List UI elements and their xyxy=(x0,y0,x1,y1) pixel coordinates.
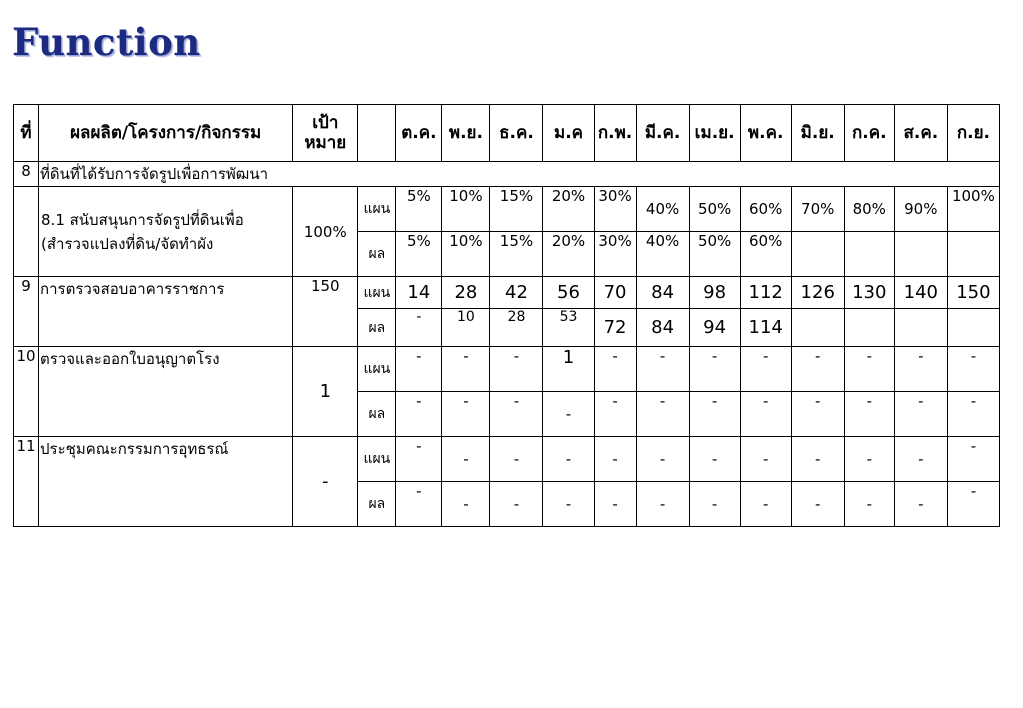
result-cell xyxy=(844,232,894,277)
header-blank xyxy=(358,105,396,162)
plan-cell: - xyxy=(689,437,740,482)
result-cell: 30% xyxy=(594,232,636,277)
item-name: ประชุมคณะกรรมการอุทธรณ์ xyxy=(39,437,293,527)
row-number: 11 xyxy=(14,437,39,527)
result-cell: 72 xyxy=(594,309,636,347)
plan-cell: - xyxy=(636,347,689,392)
plan-cell: 150 xyxy=(947,277,999,309)
result-cell: 50% xyxy=(689,232,740,277)
plan-cell: 84 xyxy=(636,277,689,309)
result-cell: - xyxy=(442,482,490,527)
row-number: 8 xyxy=(14,162,39,187)
header-month: พ.ค. xyxy=(740,105,791,162)
result-cell: - xyxy=(636,392,689,437)
plan-cell: - xyxy=(894,437,947,482)
plan-cell: - xyxy=(543,437,594,482)
plan-cell: 80% xyxy=(844,187,894,232)
result-cell: 84 xyxy=(636,309,689,347)
result-cell: - xyxy=(844,392,894,437)
plan-cell: 130 xyxy=(844,277,894,309)
result-cell xyxy=(947,309,999,347)
plan-cell: - xyxy=(791,437,844,482)
plan-cell: 100% xyxy=(947,187,999,232)
result-cell xyxy=(894,309,947,347)
plan-cell: - xyxy=(844,347,894,392)
result-cell: 60% xyxy=(740,232,791,277)
item-name: 8.1 สนับสนุนการจัดรูปที่ดินเพื่อ (สำรวจแปลงที่ดิน/จัดทำผัง xyxy=(39,187,293,277)
plan-row xyxy=(14,347,1000,392)
plan-cell: - xyxy=(947,347,999,392)
plan-row xyxy=(14,277,1000,309)
plan-cell: 10% xyxy=(442,187,490,232)
header-month: ก.ย. xyxy=(947,105,999,162)
header-month: ต.ค. xyxy=(396,105,442,162)
result-cell: - xyxy=(740,482,791,527)
header-target: เป้าหมาย xyxy=(293,105,358,162)
plan-cell: - xyxy=(594,437,636,482)
result-cell: - xyxy=(791,392,844,437)
header-month: มี.ค. xyxy=(636,105,689,162)
plan-cell: - xyxy=(396,347,442,392)
plan-cell: 70% xyxy=(791,187,844,232)
plan-row xyxy=(14,437,1000,482)
result-cell: 5% xyxy=(396,232,442,277)
header-no: ที่ xyxy=(14,105,39,162)
result-cell: 114 xyxy=(740,309,791,347)
result-cell: 20% xyxy=(543,232,594,277)
result-cell: - xyxy=(442,392,490,437)
plan-label: แผน xyxy=(358,187,396,232)
header-month: ม.ค xyxy=(543,105,594,162)
section-row xyxy=(14,162,1000,187)
plan-cell: 56 xyxy=(543,277,594,309)
header-month: ก.ค. xyxy=(844,105,894,162)
plan-label: แผน xyxy=(358,437,396,482)
schedule-table xyxy=(13,104,1000,527)
plan-cell: 42 xyxy=(490,277,543,309)
result-label: ผล xyxy=(358,309,396,347)
plan-cell: - xyxy=(442,347,490,392)
section-title: ที่ดินที่ได้รับการจัดรูปเพื่อการพัฒนา xyxy=(39,162,1000,187)
result-cell: 53 xyxy=(543,309,594,347)
result-cell: - xyxy=(490,482,543,527)
plan-cell: - xyxy=(594,347,636,392)
plan-cell: 15% xyxy=(490,187,543,232)
result-cell: - xyxy=(594,482,636,527)
plan-row xyxy=(14,187,1000,232)
item-target: 100% xyxy=(293,187,358,277)
result-cell: - xyxy=(396,392,442,437)
item-target: - xyxy=(293,437,358,527)
result-cell: - xyxy=(543,482,594,527)
plan-cell: 70 xyxy=(594,277,636,309)
result-cell: - xyxy=(740,392,791,437)
item-name: ตรวจและออกใบอนุญาตโรง xyxy=(39,347,293,437)
plan-label: แผน xyxy=(358,277,396,309)
header-month: พ.ย. xyxy=(442,105,490,162)
row-number: 9 xyxy=(14,277,39,347)
header-product: ผลผลิต/โครงการ/กิจกรรม xyxy=(39,105,293,162)
result-cell xyxy=(791,232,844,277)
plan-cell: 50% xyxy=(689,187,740,232)
result-cell: - xyxy=(947,482,999,527)
result-cell: 94 xyxy=(689,309,740,347)
item-name: การตรวจสอบอาคารราชการ xyxy=(39,277,293,347)
plan-cell: - xyxy=(740,347,791,392)
result-cell: - xyxy=(396,482,442,527)
row-number xyxy=(14,187,39,277)
plan-cell: - xyxy=(791,347,844,392)
plan-cell: - xyxy=(740,437,791,482)
plan-cell: - xyxy=(490,347,543,392)
item-target: 1 xyxy=(293,347,358,437)
plan-cell: 126 xyxy=(791,277,844,309)
result-cell: 10 xyxy=(442,309,490,347)
row-number: 10 xyxy=(14,347,39,437)
result-cell xyxy=(947,232,999,277)
header-month: มิ.ย. xyxy=(791,105,844,162)
plan-cell: 140 xyxy=(894,277,947,309)
result-cell: 28 xyxy=(490,309,543,347)
plan-cell: - xyxy=(947,437,999,482)
header-month: ธ.ค. xyxy=(490,105,543,162)
result-cell: - xyxy=(894,392,947,437)
result-cell xyxy=(791,309,844,347)
plan-cell: - xyxy=(844,437,894,482)
result-cell: 10% xyxy=(442,232,490,277)
result-cell: - xyxy=(594,392,636,437)
plan-cell: 28 xyxy=(442,277,490,309)
result-cell xyxy=(844,309,894,347)
result-cell: 15% xyxy=(490,232,543,277)
plan-cell: - xyxy=(636,437,689,482)
plan-cell: - xyxy=(396,437,442,482)
plan-label: แผน xyxy=(358,347,396,392)
result-cell: - xyxy=(543,392,594,437)
result-cell: 40% xyxy=(636,232,689,277)
result-cell: - xyxy=(947,392,999,437)
item-target: 150 xyxy=(293,277,358,347)
header-month: ก.พ. xyxy=(594,105,636,162)
plan-cell: 90% xyxy=(894,187,947,232)
header-month: เม.ย. xyxy=(689,105,740,162)
plan-cell: 30% xyxy=(594,187,636,232)
plan-cell: 14 xyxy=(396,277,442,309)
result-cell: - xyxy=(636,482,689,527)
header-row xyxy=(14,105,1000,162)
header-month: ส.ค. xyxy=(894,105,947,162)
page-title: Function xyxy=(12,20,201,64)
result-cell: - xyxy=(844,482,894,527)
plan-cell: 112 xyxy=(740,277,791,309)
result-label: ผล xyxy=(358,232,396,277)
plan-cell: - xyxy=(689,347,740,392)
plan-cell: 40% xyxy=(636,187,689,232)
result-label: ผล xyxy=(358,392,396,437)
plan-cell: - xyxy=(490,437,543,482)
plan-cell: 1 xyxy=(543,347,594,392)
result-cell xyxy=(894,232,947,277)
result-cell: - xyxy=(894,482,947,527)
result-cell: - xyxy=(396,309,442,347)
plan-cell: 60% xyxy=(740,187,791,232)
plan-cell: - xyxy=(442,437,490,482)
result-cell: - xyxy=(689,392,740,437)
plan-cell: 98 xyxy=(689,277,740,309)
plan-cell: 20% xyxy=(543,187,594,232)
plan-cell: 5% xyxy=(396,187,442,232)
result-cell: - xyxy=(490,392,543,437)
result-label: ผล xyxy=(358,482,396,527)
plan-cell: - xyxy=(894,347,947,392)
result-cell: - xyxy=(689,482,740,527)
result-cell: - xyxy=(791,482,844,527)
